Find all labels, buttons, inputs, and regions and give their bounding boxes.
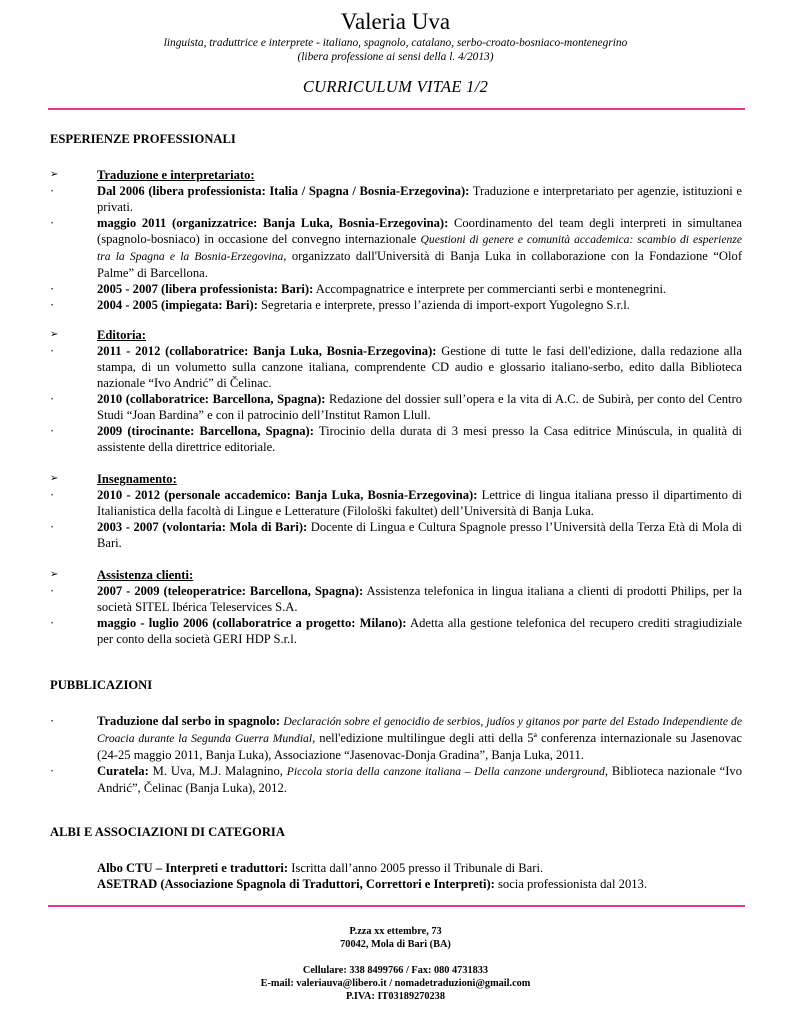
bullet-dot: · [50,344,55,358]
arrow-bullet-icon: ➢ [50,169,59,180]
bullet-dot: · [50,392,55,406]
publications-list [50,713,742,796]
category-assistenza [50,567,742,647]
section-title-experience: ESPERIENZE PROFESSIONALI [50,132,236,146]
bullet-dot: · [50,298,55,312]
bullet-dot: · [50,424,55,438]
author-name: Valeria Uva [340,9,451,34]
cv-title: CURRICULUM VITAE 1/2 [302,77,489,96]
list-item: · 2004 - 2005 (impiegata: Bari): Segretaria e interprete, presso l’azienda di import-export Yugolegno S.r.l. [50,298,630,312]
bullet-dot: · [50,764,55,778]
email-link[interactable]: E-mail: valeriauva@libero.it / nomadetraduzioni@gmail.com [260,978,531,989]
bullet-dot: · [50,714,55,728]
category-label: Editoria: [97,328,146,342]
bullet-dot: · [50,488,55,502]
list-item: · Curatela: M. Uva, M.J. Malagnino, Piccola storia della canzone italiana – Della canzone underground, Biblioteca nazionale “Ivo Andrić”, Čelinac (Banja Luka), 2012. [50,764,742,795]
phone-fax: Cellulare: 338 8499766 / Fax: 080 4731833 [302,965,489,976]
list-item: · maggio - luglio 2006 (collaboratrice a progetto: Milano): Adetta alla gestione telefonica del recupero crediti stragiudiziale per conto della società GERI HDP S.r.l. [50,616,742,646]
list-item: · 2010 (collaboratrice: Barcellona, Spagna): Redazione del dossier sull’opera e la vita di A.C. de Subirà, per conto del Centro Studi “Joan Bardina” e con il patrocinio dell’Institut Ramon Llull. [50,392,743,422]
bullet-dot: · [50,282,55,296]
list-item: · 2003 - 2007 (volontaria: Mola di Bari): Docente di Lingua e Cultura Spagnole presso l’Università della Terza Età di Mola di Bari. [50,520,742,550]
list-item: · Traduzione dal serbo in spagnolo: Declaración sobre el genocidio de serbios, judíos y gitanos por parte del Estado Independiente de Croacia durante la Segunda Guerra Mundial, nell'edizione multilingue degli atti della 5ª conferenza internazionale su Jasenovac (24-25 maggio 2011, Banja Luka), Associazione “Jasenovac-Donja Gradina”, Banja Luka, 2011. [50,714,743,762]
footer-divider [48,905,745,907]
list-item: · 2007 - 2009 (teleoperatrice: Barcellona, Spagna): Assistenza telefonica in lingua italiana a clienti di prodotti Philips, per la società SITEL Ibérica Teleservices S.A. [50,584,742,614]
header-divider [48,108,745,110]
list-item: · 2009 (tirocinante: Barcellona, Spagna): Tirocinio della durata di 3 mesi presso la Casa editrice Minúscula, in qualità di assistente della direttrice editoriale. [50,424,742,454]
bullet-dot: · [50,216,55,230]
category-editoria [50,327,742,455]
footer-contacts [0,964,791,1003]
professional-subtitle: linguista, traduttrice e interprete - italiano, spagnolo, catalano, serbo-croato-bosniaco-montenegrino [163,37,628,49]
list-item: · 2010 - 2012 (personale accademico: Banja Luka, Bosnia-Erzegovina): Lettrice di lingua italiana presso il dipartimento di Italianistica della facoltà di Lingue e Letterature (Filološki fakultet) dell’Università di Banja Luka. [50,488,742,518]
legal-subtitle: (libera professione ai sensi della l. 4/2013) [297,51,494,63]
section-title-associations: ALBI E ASSOCIAZIONI DI CATEGORIA [50,825,285,839]
category-label: Insegnamento: [97,472,177,486]
list-item: · Dal 2006 (libera professionista: Italia / Spagna / Bosnia-Erzegovina): Traduzione e interpretariato per agenzie, istituzioni e privati. [50,184,742,214]
bullet-dot: · [50,520,55,534]
category-insegnamento [50,471,742,551]
bullet-dot: · [50,584,55,598]
arrow-bullet-icon: ➢ [50,569,59,580]
list-item: ASETRAD (Associazione Spagnola di Traduttori, Correttori e Interpreti): socia professionista dal 2013. [97,877,647,891]
footer-address [0,925,791,951]
category-label: Traduzione e interpretariato: [97,168,255,182]
list-item: · maggio 2011 (organizzatrice: Banja Luka, Bosnia-Erzegovina): Coordinamento del team degli interpreti in simultanea (spagnolo-bosniaco) in occasione del convegno internazionale Questioni di genere e comunità accademica: scambio di esperienze tra la Spagna e la Bosnia-Erzegovina, organizzato dall'Università di Banja Luka in collaborazione con la Fondazione “Olof Palme” di Barcellona. [50,216,743,280]
vat-number: P.IVA: IT03189270238 [346,991,445,1002]
arrow-bullet-icon: ➢ [50,329,59,340]
associations-list [97,860,747,892]
address-line-1: P.zza xx ettembre, 73 [349,926,442,937]
category-translation [50,167,742,313]
section-title-publications: PUBBLICAZIONI [50,678,153,692]
list-item: · 2011 - 2012 (collaboratrice: Banja Luka, Bosnia-Erzegovina): Gestione di tutte le fasi dell'edizione, dalla redazione alla stampa, di un volumetto sulla canzone italiana, comprendente CD audio e glossario italiano-serbo, edito dalla Biblioteca nazionale “Ivo Andrić” di Čelinac. [50,344,743,390]
bullet-dot: · [50,184,55,198]
arrow-bullet-icon: ➢ [50,473,59,484]
category-label: Assistenza clienti: [97,568,194,582]
document-header [0,8,791,97]
address-line-2: 70042, Mola di Bari (BA) [340,939,451,950]
bullet-dot: · [50,616,55,630]
list-item: · 2005 - 2007 (libera professionista: Bari): Accompagnatrice e interprete per commercianti serbi e montenegrini. [50,282,667,296]
list-item: Albo CTU – Interpreti e traduttori: Iscritta dall’anno 2005 presso il Tribunale di Bari. [97,861,544,875]
